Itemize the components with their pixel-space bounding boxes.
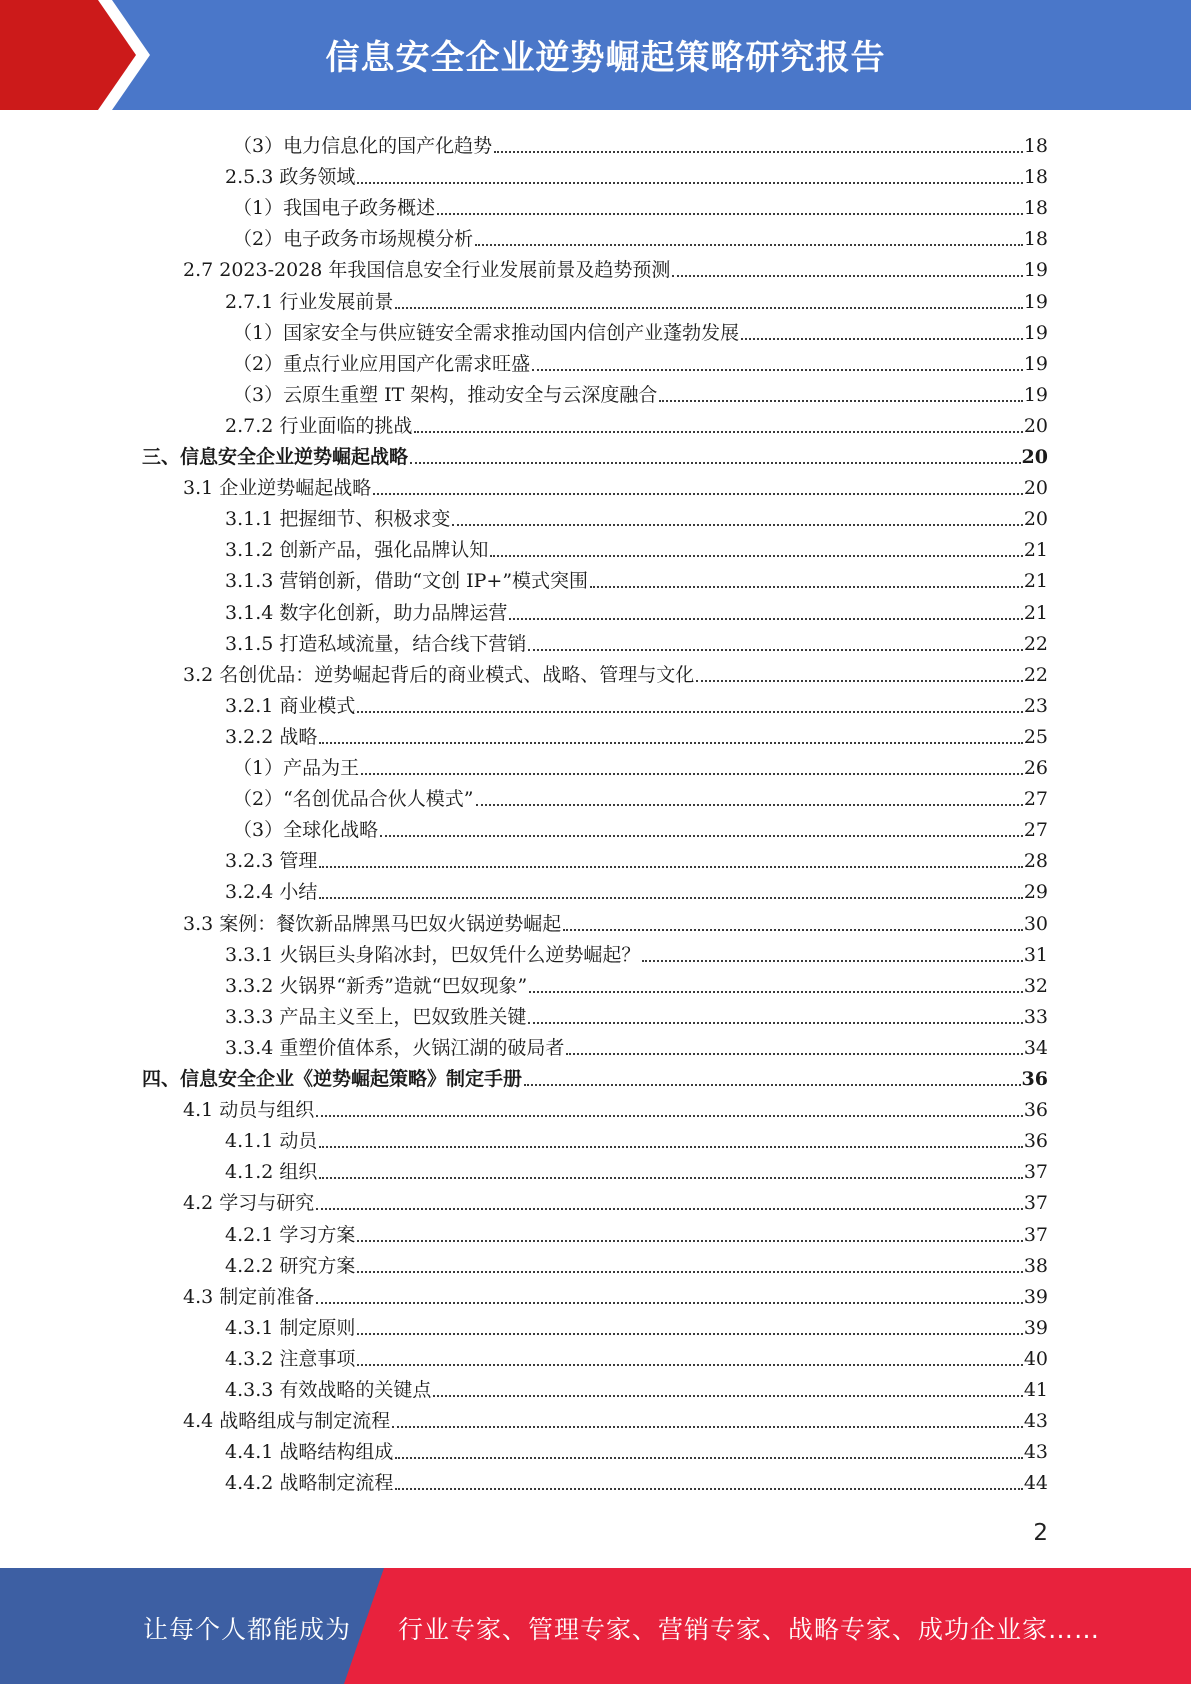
toc-dot-leader xyxy=(316,1207,1023,1210)
toc-entry-title: 4.1.2 组织 xyxy=(225,1161,318,1184)
toc-dot-leader xyxy=(395,306,1022,309)
toc-entry-page: 20 xyxy=(1021,446,1048,468)
toc-entry-title: 四、信息安全企业《逆势崛起策略》制定手册 xyxy=(142,1068,523,1090)
toc-dot-leader xyxy=(380,834,1023,837)
toc-entry-title: 三、信息安全企业逆势崛起战略 xyxy=(142,446,409,468)
toc-entry-title: 3.3.3 产品主义至上，巴奴致胜关键 xyxy=(225,1005,527,1028)
toc-entry[interactable] xyxy=(225,1122,1048,1153)
toc-entry-page: 19 xyxy=(1023,321,1048,344)
toc-entry[interactable] xyxy=(233,345,1048,376)
toc-entry-title: （2）重点行业应用国产化需求旺盛 xyxy=(233,352,531,375)
toc-entry[interactable] xyxy=(225,594,1048,625)
toc-dot-leader xyxy=(373,492,1023,495)
toc-entry-title: 4.1.1 动员 xyxy=(225,1130,318,1153)
toc-entry-title: 3.2.2 战略 xyxy=(225,725,318,748)
toc-entry-page: 19 xyxy=(1023,352,1048,375)
toc-entry[interactable] xyxy=(183,469,1048,500)
toc-entry[interactable] xyxy=(225,1153,1048,1184)
toc-entry[interactable] xyxy=(183,1184,1048,1215)
toc-dot-leader xyxy=(357,1270,1022,1273)
toc-entry-title: 3.3 案例：餐饮新品牌黑马巴奴火锅逆势崛起 xyxy=(183,912,562,935)
toc-entry-title: （1）国家安全与供应链安全需求推动国内信创产业蓬勃发展 xyxy=(233,321,740,344)
toc-dot-leader xyxy=(741,337,1023,340)
toc-entry-page: 41 xyxy=(1023,1379,1048,1401)
toc-dot-leader xyxy=(528,1021,1022,1024)
toc-dot-leader xyxy=(357,1332,1022,1335)
toc-entry-page: 39 xyxy=(1023,1285,1048,1308)
toc-entry-title: 3.1.5 打造私域流量，结合线下营销 xyxy=(225,632,527,655)
toc-dot-leader xyxy=(490,554,1022,557)
toc-entry-page: 34 xyxy=(1023,1036,1048,1059)
toc-entry-page: 21 xyxy=(1023,570,1048,593)
toc-entry-page: 18 xyxy=(1023,135,1048,157)
toc-entry-title: 4.2 学习与研究 xyxy=(183,1192,315,1215)
toc-entry[interactable] xyxy=(225,936,1048,967)
toc-entry-title: 4.4 战略组成与制定流程 xyxy=(183,1410,391,1433)
toc-entry-title: （1）我国电子政务概述 xyxy=(233,197,436,220)
toc-entry-title: 2.7 2023-2028 年我国信息安全行业发展前景及趋势预测 xyxy=(183,259,671,282)
toc-dot-leader xyxy=(494,150,1023,153)
toc-entry[interactable] xyxy=(225,1309,1048,1340)
toc-entry-page: 28 xyxy=(1023,850,1048,873)
report-title: 信息安全企业逆势崛起策略研究报告 xyxy=(325,38,886,78)
toc-dot-leader xyxy=(319,741,1022,744)
toc-entry[interactable] xyxy=(233,780,1048,811)
toc-entry[interactable] xyxy=(183,1402,1048,1433)
toc-entry-page: 18 xyxy=(1023,228,1048,251)
footer-slogan-left: 让每个人都能成为 xyxy=(143,1615,352,1644)
toc-entry-title: 4.3.2 注意事项 xyxy=(225,1347,356,1370)
toc-entry-page: 36 xyxy=(1021,1068,1048,1090)
toc-dot-leader xyxy=(528,648,1022,651)
toc-dot-leader xyxy=(316,1114,1023,1117)
toc-entry-title: 2.7.2 行业面临的挑战 xyxy=(225,414,413,437)
toc-entry-page: 36 xyxy=(1023,1130,1048,1153)
toc-dot-leader xyxy=(672,274,1022,277)
footer-slogan-right: 行业专家、管理专家、营销专家、战略专家、成功企业家…… xyxy=(398,1615,1101,1644)
toc-dot-leader xyxy=(319,865,1022,868)
toc-entry[interactable] xyxy=(142,1060,1048,1091)
toc-entry-title: 3.1.4 数字化创新，助力品牌运营 xyxy=(225,601,508,624)
toc-dot-leader xyxy=(563,928,1023,931)
toc-dot-leader xyxy=(659,399,1022,402)
toc-entry-title: （3）全球化战略 xyxy=(233,819,379,842)
toc-entry-page: 22 xyxy=(1023,663,1048,686)
toc-entry[interactable] xyxy=(183,656,1048,687)
page-header xyxy=(0,0,1191,110)
toc-entry[interactable] xyxy=(225,625,1048,656)
toc-entry-page: 19 xyxy=(1023,259,1048,282)
toc-entry-page: 29 xyxy=(1023,881,1048,904)
toc-dot-leader xyxy=(590,585,1023,588)
toc-entry[interactable] xyxy=(233,220,1048,251)
toc-entry-title: 4.1 动员与组织 xyxy=(183,1099,315,1122)
toc-entry-page: 38 xyxy=(1023,1254,1048,1277)
toc-entry-title: （3）云原生重塑 IT 架构，推动安全与云深度融合 xyxy=(233,383,658,406)
toc-entry-title: 3.1.1 把握细节、积极求变 xyxy=(225,508,451,531)
toc-dot-leader xyxy=(414,430,1022,433)
toc-entry-page: 22 xyxy=(1023,632,1048,655)
toc-dot-leader xyxy=(532,368,1023,371)
toc-dot-leader xyxy=(475,243,1023,246)
toc-entry-page: 43 xyxy=(1023,1441,1048,1464)
toc-dot-leader xyxy=(316,1301,1023,1304)
toc-entry-title: （3）电力信息化的国产化趋势 xyxy=(233,135,493,157)
toc-entry[interactable] xyxy=(183,1278,1048,1309)
toc-entry-title: 3.2 名创优品：逆势崛起背后的商业模式、战略、管理与文化 xyxy=(183,663,695,686)
toc-entry[interactable] xyxy=(225,1216,1048,1247)
toc-entry-page: 23 xyxy=(1023,694,1048,717)
toc-entry-page: 18 xyxy=(1023,197,1048,220)
toc-entry-title: 3.2.3 管理 xyxy=(225,850,318,873)
toc-entry[interactable] xyxy=(225,1340,1048,1371)
toc-entry-page: 37 xyxy=(1023,1223,1048,1246)
toc-entry-title: （2）电子政务市场规模分析 xyxy=(233,228,474,251)
toc-dot-leader xyxy=(642,959,1022,962)
toc-dot-leader xyxy=(452,523,1022,526)
toc-entry[interactable] xyxy=(233,189,1048,220)
toc-entry[interactable] xyxy=(233,376,1048,407)
toc-entry[interactable] xyxy=(225,1464,1048,1495)
toc-entry-page: 32 xyxy=(1023,974,1048,997)
toc-entry-title: 3.2.4 小结 xyxy=(225,881,318,904)
toc-entry-title: 2.7.1 行业发展前景 xyxy=(225,290,394,313)
toc-entry-title: 4.4.1 战略结构组成 xyxy=(225,1441,394,1464)
toc-entry-page: 19 xyxy=(1023,290,1048,313)
toc-dot-leader xyxy=(395,1487,1022,1490)
toc-entry[interactable] xyxy=(183,1091,1048,1122)
toc-dot-leader xyxy=(566,1052,1022,1055)
toc-entry-page: 21 xyxy=(1023,539,1048,562)
toc-dot-leader xyxy=(437,212,1023,215)
toc-dot-leader xyxy=(529,990,1023,993)
toc-entry-title: 3.3.4 重塑价值体系，火锅江湖的破局者 xyxy=(225,1036,565,1059)
toc-entry[interactable] xyxy=(225,1433,1048,1464)
toc-entry[interactable] xyxy=(225,842,1048,873)
toc-entry-title: （1）产品为王 xyxy=(233,757,360,779)
toc-dot-leader xyxy=(357,1363,1022,1366)
toc-dot-leader xyxy=(524,1083,1021,1086)
toc-entry-page: 26 xyxy=(1023,757,1048,779)
toc-entry-page: 25 xyxy=(1023,725,1048,748)
toc-entry-page: 19 xyxy=(1023,383,1048,406)
toc-dot-leader xyxy=(433,1394,1022,1397)
toc-entry-page: 40 xyxy=(1023,1347,1048,1370)
toc-entry-page: 37 xyxy=(1023,1192,1048,1215)
toc-entry-title: 4.2.1 学习方案 xyxy=(225,1223,356,1246)
toc-dot-leader xyxy=(361,772,1023,775)
toc-entry-title: 4.3 制定前准备 xyxy=(183,1285,315,1308)
toc-dot-leader xyxy=(509,617,1022,620)
toc-entry-page: 18 xyxy=(1023,166,1048,189)
toc-entry-title: 3.1.2 创新产品，强化品牌认知 xyxy=(225,539,489,562)
toc-entry[interactable] xyxy=(225,407,1048,438)
toc-dot-leader xyxy=(410,461,1021,464)
toc-entry[interactable] xyxy=(225,1029,1048,1060)
toc-entry-page: 31 xyxy=(1023,943,1048,966)
toc-entry-title: （2）“名创优品合伙人模式” xyxy=(233,788,474,811)
toc-entry-title: 3.1 企业逆势崛起战略 xyxy=(183,477,372,500)
toc-entry[interactable] xyxy=(142,438,1048,469)
toc-entry[interactable] xyxy=(183,251,1048,282)
toc-entry-title: 2.5.3 政务领域 xyxy=(225,166,356,189)
toc-entry[interactable] xyxy=(225,1371,1048,1402)
toc-dot-leader xyxy=(319,1176,1022,1179)
toc-entry-page: 30 xyxy=(1023,912,1048,935)
toc-entry[interactable] xyxy=(225,873,1048,904)
toc-dot-leader xyxy=(696,679,1023,682)
toc-entry[interactable] xyxy=(225,531,1048,562)
toc-dot-leader xyxy=(392,1425,1023,1428)
toc-entry[interactable] xyxy=(225,500,1048,531)
toc-entry-page: 36 xyxy=(1023,1099,1048,1122)
toc-entry-page: 39 xyxy=(1023,1316,1048,1339)
toc-entry-title: 3.3.1 火锅巨头身陷冰封，巴奴凭什么逆势崛起？ xyxy=(225,943,641,966)
toc-entry-title: 3.3.2 火锅界“新秀”造就“巴奴现象” xyxy=(225,974,528,997)
page-footer xyxy=(0,1568,1191,1684)
toc-entry[interactable] xyxy=(233,749,1048,780)
toc-dot-leader xyxy=(357,181,1022,184)
toc-entry-page: 27 xyxy=(1023,788,1048,811)
toc-dot-leader xyxy=(357,710,1022,713)
toc-entry-page: 44 xyxy=(1023,1472,1048,1495)
toc-entry[interactable] xyxy=(233,127,1048,158)
toc-entry-page: 20 xyxy=(1023,414,1048,437)
toc-entry-title: 3.2.1 商业模式 xyxy=(225,694,356,717)
toc-dot-leader xyxy=(319,896,1022,899)
toc-entry-title: 4.4.2 战略制定流程 xyxy=(225,1472,394,1495)
toc-entry[interactable] xyxy=(225,998,1048,1029)
toc-dot-leader xyxy=(319,1145,1022,1148)
toc-entry[interactable] xyxy=(225,687,1048,718)
toc-entry-title: 4.2.2 研究方案 xyxy=(225,1254,356,1277)
toc-dot-leader xyxy=(476,803,1023,806)
toc-entry[interactable] xyxy=(233,314,1048,345)
toc-entry-page: 20 xyxy=(1023,508,1048,531)
toc-entry-title: 3.1.3 营销创新，借助“文创 IP+”模式突围 xyxy=(225,570,589,593)
toc-entry[interactable] xyxy=(225,283,1048,314)
toc-entry-title: 4.3.3 有效战略的关键点 xyxy=(225,1379,432,1401)
toc-entry-page: 33 xyxy=(1023,1005,1048,1028)
toc-entry[interactable] xyxy=(183,905,1048,936)
toc-entry-page: 37 xyxy=(1023,1161,1048,1184)
toc-entry[interactable] xyxy=(225,1247,1048,1278)
toc-entry-page: 43 xyxy=(1023,1410,1048,1433)
toc-entry[interactable] xyxy=(225,158,1048,189)
toc-dot-leader xyxy=(357,1239,1022,1242)
toc-entry[interactable] xyxy=(233,811,1048,842)
toc-entry-page: 27 xyxy=(1023,819,1048,842)
toc-entry[interactable] xyxy=(225,718,1048,749)
toc-entry-title: 4.3.1 制定原则 xyxy=(225,1316,356,1339)
toc-dot-leader xyxy=(395,1456,1022,1459)
toc-entry[interactable] xyxy=(225,967,1048,998)
toc-entry[interactable] xyxy=(225,562,1048,593)
toc-entry-page: 20 xyxy=(1023,477,1048,500)
toc-entry-page: 21 xyxy=(1023,601,1048,624)
page-number: 2 xyxy=(1033,1520,1048,1546)
